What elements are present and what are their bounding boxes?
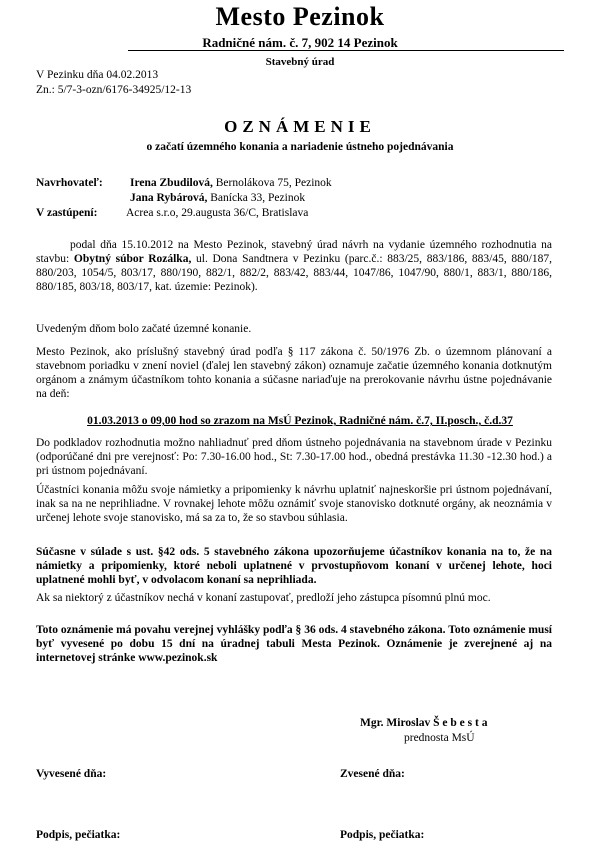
signatory-position: prednosta MsÚ	[404, 732, 475, 744]
hearing-date-line: 01.03.2013 o 09,00 hod so zrazom na MsÚ Pezinok, Radničné nám. č.7, II.posch., č.d.37	[87, 415, 513, 427]
paragraph-started: Uvedeným dňom bolo začaté územné konanie.	[36, 323, 252, 335]
office-name: Stavebný úrad	[265, 56, 335, 68]
paragraph-public-notice: Toto oznámenie má povahu verejnej vyhlášky podľa § 36 ods. 4 stavebného zákona. Toto oznámenie musí byť vyvesené po dobu 15 dní na úradnej tabuli Mesta Pezinok. Oznámenie je zverejnené aj na internetovej stránke www.pezinok.sk	[36, 624, 552, 664]
paragraph-inspection: Do podkladov rozhodnutia možno nahliadnuť pred dňom ústneho pojednávania na stavebnom úrade v Pezinku (odporúčané dni pre verejnosť: Po: 7.30-16.00 hod., St: 7.30-17.00 hod., obedná prestávka 11.30 -12.30 hod.) a pri ústnom pojednávaní.	[36, 437, 552, 477]
application-text-c: ul. Dona Sandtnera v Pezinku (parc.č.: 883/25, 883/186, 883/45, 880/187, 880/203, 1054/5, 803/17, 880/190, 882/1, 882/2, 883/42, 883/44, 1047/86, 1047/90, 880/1, 883/1, 880/186, 880/185, 803/18, 803/17, kat. územie: Pezinok).	[36, 253, 552, 293]
applicant-1-name: Irena Zbudilová,	[130, 177, 213, 189]
removed-date-label: Zvesené dňa:	[340, 768, 405, 780]
applicant-1-address: Bernolákova 75, Pezinok	[212, 177, 332, 189]
proxy-value: Acrea s.r.o, 29.augusta 36/C, Bratislava	[126, 207, 309, 219]
signature-block	[360, 716, 487, 746]
applicant-2-name: Jana Rybárová,	[130, 192, 208, 204]
paragraph-application	[36, 238, 552, 294]
applicant-label: Navrhovateľ:	[36, 177, 103, 189]
signature-stamp-label-right: Podpis, pečiatka:	[340, 829, 425, 841]
municipality-address: Radničné nám. č. 7, 902 14 Pezinok	[202, 35, 398, 50]
proxy-label: V zastúpení:	[36, 207, 98, 219]
posted-date-label: Vyvesené dňa:	[36, 768, 107, 780]
notice-subject: o začatí územného konania a nariadenie ústneho pojednávania	[146, 141, 454, 153]
application-text-a: podal dňa 15.10.2012 na Mesto Pezinok, stavebný úrad návrh na vydanie územného rozhodnutia na stavbu:	[36, 239, 552, 265]
construction-name: Obytný súbor Rozálka,	[73, 253, 192, 265]
paragraph-authority: Mesto Pezinok, ako príslušný stavebný úrad podľa § 117 zákona č. 50/1976 Zb. o územnom plánovaní a stavebnom poriadku v znení noviel (ďalej len stavebný zákon) oznamuje začatie územného konania dotknutým orgánom a známym účastníkom tohto konania a súčasne nariaďuje na prerokovanie návrhu ústne pojednávanie na deň:	[36, 346, 552, 400]
applicant-2-address: Banícka 33, Pezinok	[207, 192, 306, 204]
signatory-name: Mgr. Miroslav Š e b e s t a	[360, 717, 488, 729]
notice-heading: OZNÁMENIE	[224, 117, 376, 136]
paragraph-notice-appeal: Súčasne v súlade s ust. §42 ods. 5 stavebného zákona upozorňujeme účastníkov konania na to, že na námietky a pripomienky, ktoré neboli uplatnené v prvostupňovom konaní v určenej lehote, hoci uplatnené mohli byť, v odvolacom konaní sa neprihliada.	[36, 546, 552, 586]
paragraph-representation: Ak sa niektorý z účastníkov nechá v konaní zastupovať, predloží jeho zástupca písomnú plnú moc.	[36, 592, 491, 604]
applicant-1	[130, 176, 332, 191]
applicant-2	[130, 191, 305, 206]
municipality-title: Mesto Pezinok	[215, 2, 385, 31]
paragraph-objections: Účastníci konania môžu svoje námietky a pripomienky k návrhu uplatniť najneskoršie pri ústnom pojednávaní, inak sa na ne neprihliadne. V rovnakej lehote môžu oznámiť svoje stanovisko dotknuté orgány, ak neoznámia v určenej lehote svoje stanovisko, má sa za to, že so stavbou súhlasia.	[36, 484, 552, 524]
header-divider	[128, 50, 564, 51]
reference-number: Zn.: 5/7-3-ozn/6176-34925/12-13	[36, 84, 192, 96]
signature-stamp-label-left: Podpis, pečiatka:	[36, 829, 121, 841]
place-date: V Pezinku dňa 04.02.2013	[36, 69, 159, 81]
